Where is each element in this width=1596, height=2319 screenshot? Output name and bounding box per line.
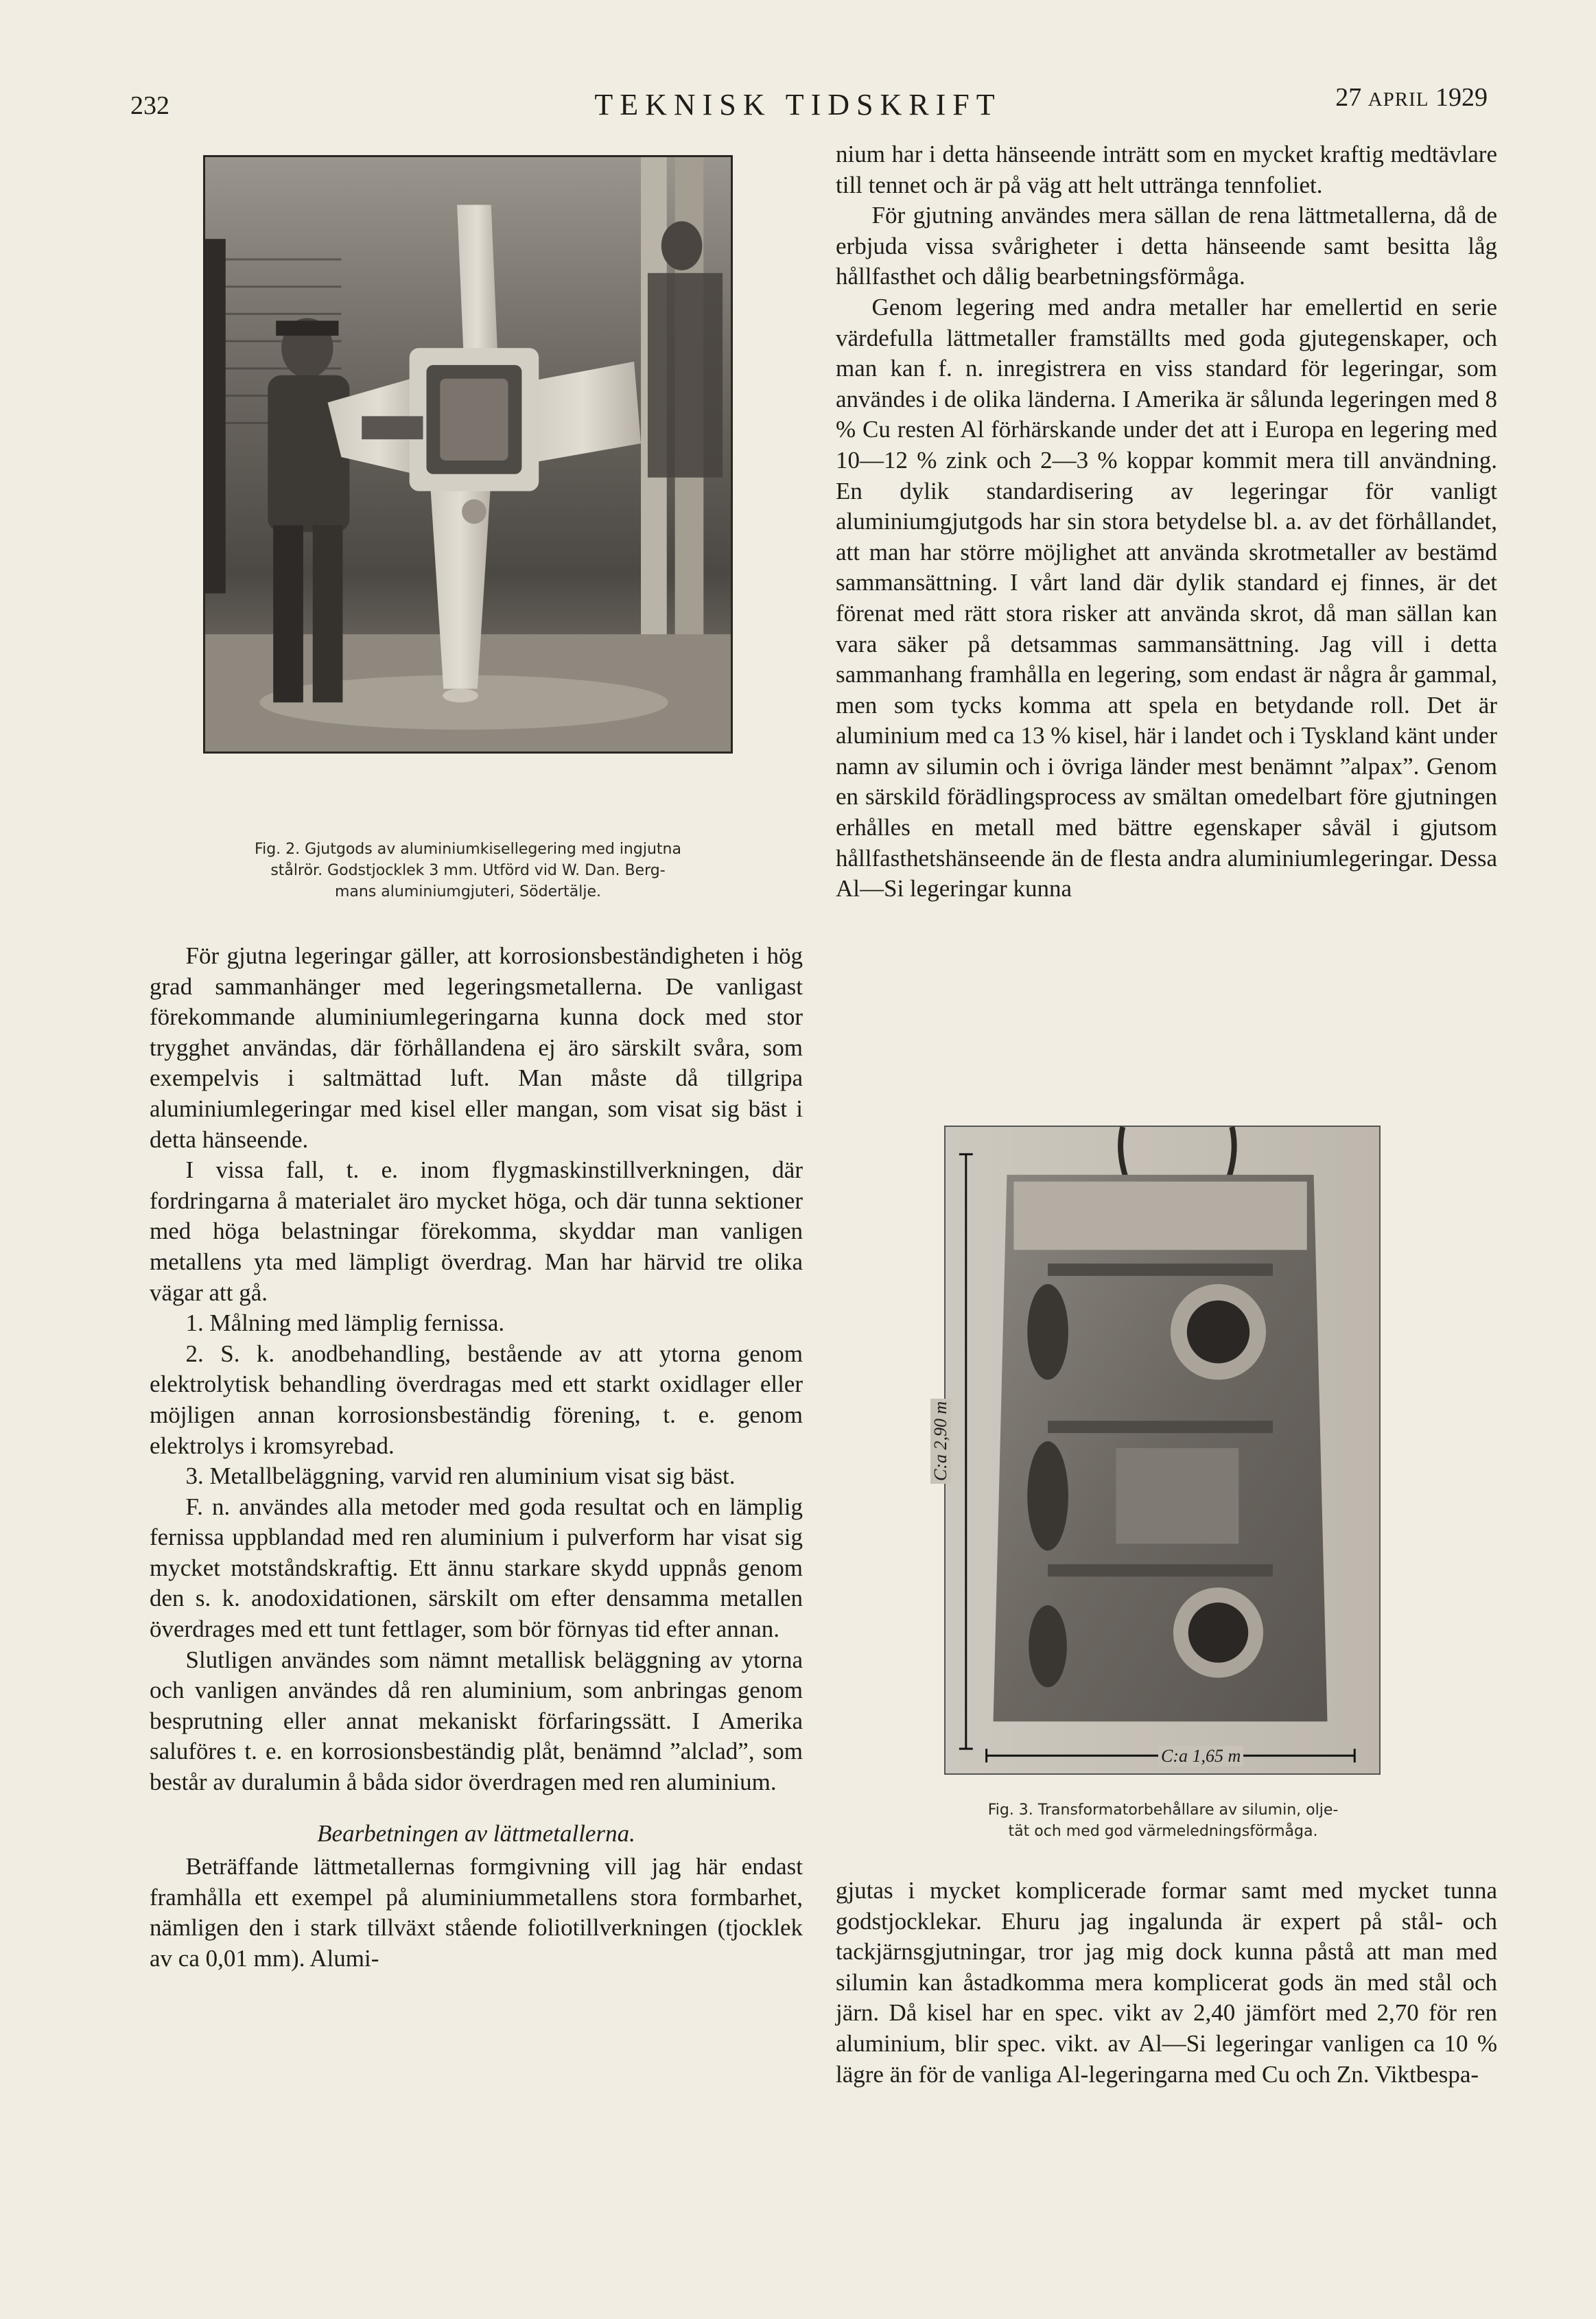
figure-2-caption <box>203 839 733 902</box>
body-paragraph: För gjutna legeringar gäller, att korrosionsbeständigheten i hög grad sammanhänger med legeringsmetallerna. De vanligast förekommande aluminiumlegeringarna kunna dock med stor trygghet användas, där förhållandena ej äro särskilt svåra, som exempelvis i saltmättad luft. Man måste då tillgripa aluminiumlegeringar med kisel eller mangan, som visat sig bäst i detta hänseende. <box>150 942 803 1153</box>
figure-3-photo <box>930 1126 1381 1775</box>
figure-3-caption <box>940 1799 1386 1842</box>
figure-3-height-label: C:a 2,90 m <box>930 1399 951 1484</box>
body-paragraph: För gjutning användes mera sällan de rena lättmetallerna, då de erbjuda vissa svårigheter i detta hänseende samt besitta låg hållfasthet och dålig bearbetningsförmåga. <box>836 202 1497 290</box>
figure-2-image <box>205 157 731 751</box>
figure-2-caption-line: Fig. 2. Gjutgods av aluminiumkisellegering med ingjutna <box>255 841 681 858</box>
body-paragraph: F. n. användes alla metoder med goda resultat och en lämplig fernissa uppblandad med ren aluminium i pulverform har visat sig mycket motståndskraftig. Ett ännu starkare skydd uppnås genom den s. k. anodoxidationen, särskilt om efter densamma metallen överdrages med ett tunt fettlager, som bör förnyas tid efter annan. <box>150 1493 803 1643</box>
body-paragraph: I vissa fall, t. e. inom flygmaskinstillverkningen, där fordringarna å materialet äro mycket höga, och där tunna sektioner med höga belastningar förekomma, skyddar man vanligen metallens yta med lämpligt överdrag. Man har härvid tre olika vägar att gå. <box>150 1156 803 1306</box>
body-paragraph: Genom legering med andra metaller har emellertid en serie värdefulla lättmetaller framställts med goda gjutegenskaper, och man kan f. n. inregistrera en viss standard för legeringar, som användes i de olika länderna. I Amerika är sålunda legeringen med 8 % Cu resten Al förhärskande under det att i Europa en legering med 10—12 % zink och 2—3 % koppar kommit mera till användning. En dylik standardisering av legeringar för vanligt aluminiumgjutgods har sin stora betydelse bl. a. av det förhållandet, att man har större möjlighet att använda skrotmetaller av bestämd sammansättning. I vårt land där dylik standard ej finnes, är det förenat med rätt stora risker att använda skrot, då man sällan kan vara säker på detsammas sammansättning. Jag vill i detta sammanhang framhålla en legering, som endast är några år gammal, men som tycks komma att spela en betydande roll. Det är aluminium med ca 13 % kisel, här i landet och i Tyskland känt under namn av silumin och i övriga länder mest benämnt ”alpax”. Genom en särskild förädlingsprocess av smältan omedelbart före gjutningen erhålles en metall med bättre egenskaper såväl i gjutsom hållfasthetshänseende än de flesta andra aluminiumlegeringar. Dessa Al—Si legeringar kunna <box>836 293 1497 902</box>
issue-year: 1929 <box>1435 83 1488 112</box>
page-header <box>0 77 1596 125</box>
figure-3-caption-line: Fig. 3. Transformatorbehållare av silumin, olje- <box>987 1802 1339 1819</box>
figure-2-caption-line: mans aluminiumgjuteri, Södertälje. <box>335 883 601 900</box>
figure-3-width-label: C:a 1,65 m <box>1158 1746 1243 1767</box>
right-column-bottom <box>836 1876 1497 2090</box>
figure-2-caption-line: stålrör. Godstjocklek 3 mm. Utförd vid W. Dan. Berg- <box>270 862 666 879</box>
body-paragraph: Slutligen användes som nämnt metallisk beläggning av ytorna och vanligen användes då ren aluminium, som anbringas genom besprutning eller annat mekaniskt förfaringssätt. I Amerika saluföres t. e. en korrosionsbeständig plåt, benämnd ”alclad”, som består av duralumin å båda sidor överdragen med ren aluminium. <box>150 1646 803 1796</box>
figure-2-photo <box>203 155 733 754</box>
issue-month: APRIL <box>1368 89 1429 110</box>
issue-date <box>1335 82 1488 113</box>
issue-day: 27 <box>1335 83 1362 112</box>
section-subheading: Bearbetningen av lättmetallerna. <box>317 1819 635 1847</box>
figure-3-image <box>946 1127 1379 1773</box>
list-item: 3. Metallbeläggning, varvid ren aluminium visat sig bäst. <box>185 1463 736 1490</box>
figure-3-caption-line: tät och med god värmeledningsförmåga. <box>1008 1823 1318 1840</box>
body-paragraph: gjutas i mycket komplicerade formar samt med mycket tunna godstjocklekar. Ehuru jag ingalunda är expert på stål- och tackjärnsgjutningar, tror jag mig dock kunna påstå att man med silumin kan åstadkomma mera komplicerat gods än med stål och järn. Då kisel har en spec. vikt av 2,40 jämfört med 2,70 för ren aluminium, blir spec. vikt. av Al—Si legeringar vanligen ca 10 % lägre än för de vanliga Al-legeringarna med Cu och Zn. Viktbespa- <box>836 1877 1497 2088</box>
body-paragraph: nium har i detta hänseende inträtt som en mycket kraftig medtävlare till tennet och är på väg att helt uttränga tennfoliet. <box>836 141 1497 198</box>
right-column-top <box>836 139 1497 905</box>
list-item: 2. S. k. anodbehandling, bestående av att ytorna genom elektrolytisk behandling överdragas med ett starkt oxidlager eller möjligen annan korrosionsbeständig förening, t. e. genom elektrolys i kromsyrebad. <box>150 1340 803 1459</box>
list-item: 1. Målning med lämplig fernissa. <box>185 1309 505 1337</box>
journal-title: TEKNISK TIDSKRIFT <box>594 88 1002 121</box>
left-column <box>150 941 803 1974</box>
body-paragraph: Beträffande lättmetallernas formgivning vill jag här endast framhålla ett exempel på aluminiummetallens stora formbarhet, nämligen den i stark tillväxt stående foliotillverkningen (tjocklek av ca 0,01 mm). Alumi- <box>150 1853 803 1972</box>
page-number: 232 <box>130 91 169 120</box>
